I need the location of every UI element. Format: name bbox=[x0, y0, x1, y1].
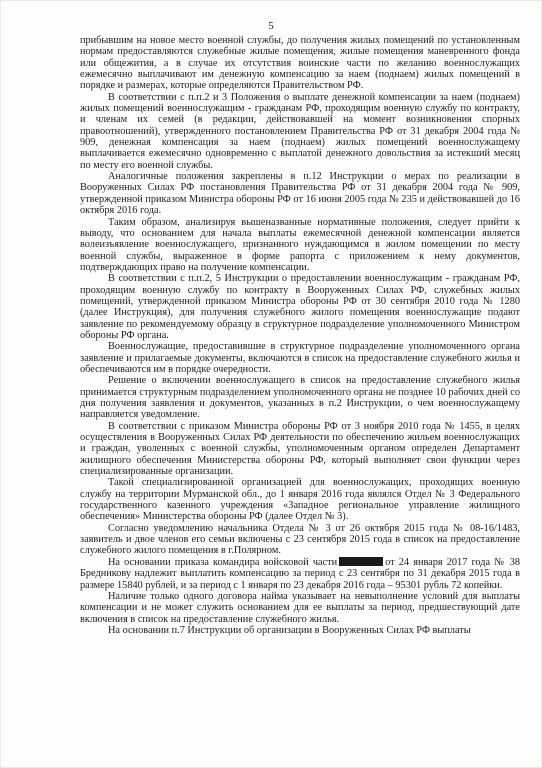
paragraph: Аналогичные положения закреплены в п.12 Инструкции о мерах по реализации в Вооруженных Силах РФ постановления Правительства РФ от 31 декабря 2004 года № 909, утвержденной приказом Министра обороны РФ от 16 июня 2005 года № 235 и действовавшей до 16 октября 2016 года. bbox=[80, 171, 520, 217]
order-text-after: от 24 января 2017 года № 38 Бредникову надлежит выплатить компенсацию за период с 23 сентября по 31 декабря 2015 года в размере 15840 рублей, и за период с 1 января по 23 декабря 2016 года – 95301 рубль 72 копейки. bbox=[80, 556, 521, 591]
paragraph: Такой специализированной организацией для военнослужащих, проходящих военную службу на территории Мурманской обл., до 1 января 2016 года являлся Отдел № 3 Федерального государственного казенного учреждения «Западное региональное управление жилищного обеспечения» Министерства обороны РФ (далее Отдел № 3). bbox=[80, 477, 520, 523]
paragraph: Военнослужащие, предоставившие в структурное подразделение уполномоченного органа заявление и прилагаемые документы, включаются в список на предоставление служебного жилья и обеспечиваются им в порядке очередности. bbox=[80, 341, 520, 375]
redaction-block bbox=[339, 557, 383, 566]
paragraph: На основании п.7 Инструкции об организации в Вооруженных Силах РФ выплаты bbox=[108, 624, 471, 636]
paragraph: Решение о включении военнослужащего в список на предоставление служебного жилья принимается структурным подразделением уполномоченного органа не позднее 10 рабочих дней со дня получения заявления и документов, указанных в п.2 Инструкции, о чем военнослужащему направляется уведомление. bbox=[80, 375, 520, 421]
page-number: 5 bbox=[268, 20, 274, 32]
paragraph: В соответствии с п.п.2 и 3 Положения о выплате денежной компенсации за наем (поднаем) жилых помещений военнослужащим - гражданам РФ, проходящим военную службу по контракту, и членам их семей (в редакции, действовавшей на момент возникновения спорных правоотношений), утвержденного постановлением Правительства РФ от 31 декабря 2004 года № 909, денежная компенсация за наем (поднаем) жилых помещений военнослужащему выплачивается ежемесячно одновременно с выплатой денежного довольствия за истекший месяц по месту его военной службы. bbox=[80, 91, 520, 171]
paragraph: В соответствии с приказом Министра обороны РФ от 3 ноября 2010 года № 1455, в целях осуществления в Вооруженных Силах РФ деятельности по обеспечению жильем военнослужащих и граждан, уволенных с военной службы, уполномоченным органом определен Департамент жилищного обеспечения Министерства обороны РФ, который выполняет свои функции через специализированные организации. bbox=[80, 420, 520, 478]
order-text-before: На основании приказа командира войсковой части bbox=[108, 556, 338, 568]
paragraph: прибывшим на новое место военной службы, до получения жилых помещений по установленным нормам предоставляются служебные жилые помещения, жилые помещения маневренного фонда или общежития, а в случае их отсутствия воинские части по желанию военнослужащих ежемесячно выплачивают им денежную компенсацию за наем (поднаем) жилых помещений в порядке и размерах, которые определяются Правительством РФ. bbox=[80, 35, 520, 92]
paragraph: В соответствии с п.п.2, 5 Инструкции о предоставлении военнослужащим - гражданам РФ, проходящим военную службу по контракту в Вооруженных Силах РФ, служебных жилых помещений, утвержденной приказом Министра обороны РФ от 30 сентября 2010 года № 1280 (далее Инструкция), для получения служебного жилого помещения военнослужащие подают заявление по рекомендуемому образцу в структурное подразделение уполномоченного Министром обороны РФ органа. bbox=[80, 273, 520, 341]
paragraph: Согласно уведомлению начальника Отдела № 3 от 26 октября 2015 года № 08-16/1483, заявитель и двое членов его семьи включены с 23 сентября 2015 года в список на предоставление служебного жилого помещения в г.Полярном. bbox=[80, 522, 520, 557]
faint-header-mark bbox=[206, 3, 336, 11]
paragraph: Таким образом, анализируя вышеназванные нормативные положения, следует прийти к выводу, что основанием для начала выплаты ежемесячной денежной компенсации является волеизъявление военнослужащего, признанного нуждающимся в жилом помещении по месту военной службы, выраженное в форме рапорта с приложением к нему документов, подтверждающих право на получение компенсации. bbox=[80, 216, 520, 273]
paragraph: Наличие только одного договора найма указывает на невыполнение условий для выплаты компенсации и не может служить основанием для ее выплаты за период, предшествующий дате включения в список на предоставление служебного жилья. bbox=[80, 590, 520, 625]
document-body bbox=[80, 35, 520, 636]
paragraph-order bbox=[80, 557, 520, 591]
